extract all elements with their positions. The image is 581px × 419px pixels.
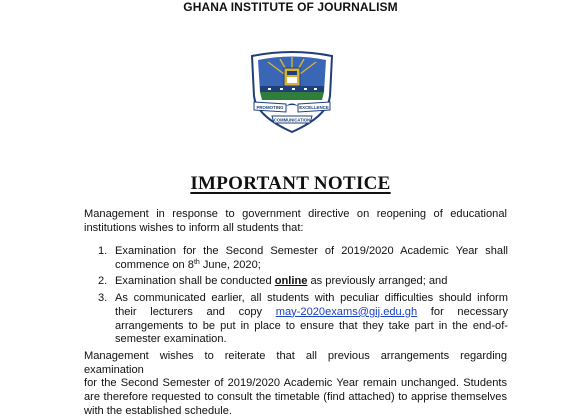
list-number: 1.	[98, 245, 108, 257]
closing-line: are therefore requested to consult the timetable (find attached) to apprise themselves	[84, 391, 507, 404]
closing-line: for the Second Semester of 2019/2020 Academic Year remain unchanged. Students	[84, 377, 507, 390]
intro-line: institutions wishes to inform all students that:	[84, 221, 304, 234]
crest-motto-right: EXCELLENCE	[299, 105, 329, 110]
list-item-text	[115, 259, 508, 273]
list-item	[98, 245, 508, 272]
closing-paragraph	[84, 350, 507, 419]
list-item-text	[115, 306, 508, 320]
list-item-text-part: June, 2020;	[199, 258, 261, 271]
list-item-text-part: their lecturers and copy	[115, 305, 276, 318]
list-item-text-part: for necessary	[417, 305, 508, 318]
list-item-text: Examination for the Second Semester of 2019/2020 Academic Year shall	[115, 245, 508, 257]
list-number: 3.	[98, 292, 108, 305]
list-number: 2.	[98, 275, 108, 288]
list-item-text: arrangements to be put in place to ensure that they take part in the end-of-	[115, 319, 508, 332]
notice-title	[0, 173, 581, 195]
list-item-text-part: Examination shall be conducted	[115, 275, 275, 288]
institute-name: GHANA INSTITUTE OF JOURNALISM	[183, 0, 398, 14]
intro-line: Management in response to government directive on reopening of educational	[84, 208, 507, 220]
online-emphasis: online	[274, 275, 308, 288]
exam-email-link[interactable]: may-2020exams@gij.edu.gh	[275, 305, 418, 318]
list-item-text: semester examination.	[115, 333, 227, 346]
gij-crest-logo	[246, 46, 338, 138]
notice-list	[98, 245, 508, 350]
crest-motto-bottom: COMMUNICATION	[273, 117, 311, 123]
crest-emblem	[246, 46, 338, 138]
closing-line: with the established schedule.	[84, 404, 233, 417]
list-item-text: As communicated earlier, all students with peculiar difficulties should inform	[115, 292, 508, 305]
list-item-text-part: commence on 8	[115, 258, 194, 271]
list-item-text-part: as previously arranged; and	[307, 275, 448, 288]
list-item	[98, 275, 508, 289]
notice-title-text: IMPORTANT NOTICE	[190, 173, 391, 194]
crest-motto-left: PROMOTING	[256, 105, 284, 110]
intro-paragraph	[84, 208, 507, 235]
list-item	[98, 292, 508, 347]
closing-line: Management wishes to reiterate that all previous arrangements regarding examination	[84, 350, 507, 376]
list-item-text	[115, 275, 508, 289]
ordinal-suffix: th	[193, 258, 200, 266]
